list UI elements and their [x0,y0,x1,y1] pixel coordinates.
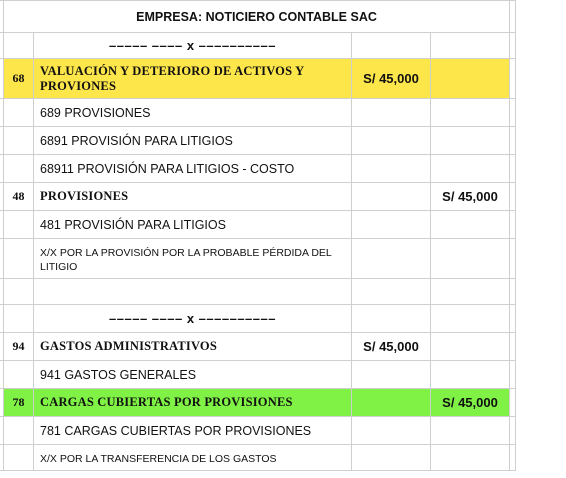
code-cell[interactable] [4,279,34,305]
account-name-cell[interactable] [34,183,352,211]
credit-cell[interactable] [431,279,510,305]
credit-cell[interactable] [431,211,510,239]
trailing-cell[interactable] [510,389,516,417]
code-cell[interactable] [4,33,34,59]
credit-cell[interactable] [431,389,510,417]
credit-cell[interactable] [431,361,510,389]
credit-cell[interactable] [431,445,510,471]
debit-cell[interactable] [352,183,431,211]
trailing-cell[interactable] [510,33,516,59]
credit-cell[interactable] [431,239,510,279]
account-code-cell[interactable] [4,333,34,361]
sheet-row [0,445,516,471]
credit-cell[interactable] [431,33,510,59]
sheet-row [0,183,516,211]
blank-cell[interactable] [34,279,352,305]
subaccount-name: 781 CARGAS CUBIERTAS POR PROVISIONES [40,423,312,438]
sheet-row [0,99,516,127]
sheet-row [0,59,516,99]
sheet-row [0,1,516,33]
credit-cell[interactable] [431,99,510,127]
code-cell[interactable] [4,127,34,155]
subaccount-cell[interactable] [34,211,352,239]
code-cell[interactable] [4,99,34,127]
subaccount-cell[interactable] [34,417,352,445]
debit-cell[interactable] [352,155,431,183]
account-code: 48 [12,189,25,203]
debit-cell[interactable] [352,59,431,99]
debit-cell[interactable] [352,127,431,155]
trailing-cell[interactable] [510,279,516,305]
account-name: PROVISIONES [40,189,129,203]
account-code: 94 [12,339,25,353]
trailing-cell[interactable] [510,333,516,361]
trailing-cell[interactable] [510,361,516,389]
account-code: 68 [12,71,25,85]
sheet-row [0,239,516,279]
account-name-cell[interactable] [34,389,352,417]
credit-cell[interactable] [431,183,510,211]
trailing-cell[interactable] [510,127,516,155]
debit-cell[interactable] [352,239,431,279]
credit-cell[interactable] [431,417,510,445]
debit-cell[interactable] [352,361,431,389]
entry-gloss: X/X POR LA TRANSFERENCIA DE LOS GASTOS [40,452,277,465]
credit-cell[interactable] [431,155,510,183]
subaccount-name: 6891 PROVISIÓN PARA LITIGIOS [40,133,233,148]
subaccount-cell[interactable] [34,155,352,183]
debit-cell[interactable] [352,389,431,417]
trailing-cell[interactable] [510,417,516,445]
trailing-cell[interactable] [510,211,516,239]
account-code-cell[interactable] [4,183,34,211]
debit-cell[interactable] [352,445,431,471]
sheet-row [0,33,516,59]
subaccount-name: 941 GASTOS GENERALES [40,367,197,382]
subaccount-name: 481 PROVISIÓN PARA LITIGIOS [40,217,226,232]
debit-amount: S/ 45,000 [363,339,419,354]
credit-cell[interactable] [431,305,510,333]
subaccount-name: 689 PROVISIONES [40,105,151,120]
credit-amount: S/ 45,000 [442,395,498,410]
trailing-cell[interactable] [510,1,516,33]
sheet-row [0,155,516,183]
entry-gloss: X/X POR LA PROVISIÓN POR LA PROBABLE PÉRDIDA DEL LITIGIO [40,246,332,273]
sheet-row [0,305,516,333]
account-name: GASTOS ADMINISTRATIVOS [40,339,218,353]
entry-separator: ––––– –––– x –––––––––– [109,311,276,326]
credit-amount: S/ 45,000 [442,189,498,204]
sheet-row [0,211,516,239]
trailing-cell[interactable] [510,445,516,471]
company-title-cell[interactable] [4,1,510,33]
gloss-cell[interactable] [34,239,352,279]
entry-separator: ––––– –––– x –––––––––– [109,38,276,53]
debit-cell[interactable] [352,333,431,361]
company-title: EMPRESA: NOTICIERO CONTABLE SAC [136,9,377,24]
code-cell[interactable] [4,445,34,471]
trailing-cell[interactable] [510,183,516,211]
trailing-cell[interactable] [510,99,516,127]
account-name-cell[interactable] [34,59,352,99]
debit-cell[interactable] [352,211,431,239]
subaccount-cell[interactable] [34,361,352,389]
credit-cell[interactable] [431,59,510,99]
code-cell[interactable] [4,361,34,389]
trailing-cell[interactable] [510,59,516,99]
trailing-cell[interactable] [510,305,516,333]
code-cell[interactable] [4,239,34,279]
sheet-row [0,279,516,305]
sheet-row [0,127,516,155]
sheet-row [0,333,516,361]
sheet-row [0,361,516,389]
credit-cell[interactable] [431,127,510,155]
subaccount-cell[interactable] [34,99,352,127]
trailing-cell[interactable] [510,239,516,279]
debit-cell[interactable] [352,33,431,59]
code-cell[interactable] [4,305,34,333]
sheet-row [0,389,516,417]
account-name: VALUACIÓN Y DETERIORO DE ACTIVOS Y PROVIONES [40,63,304,93]
debit-cell[interactable] [352,99,431,127]
separator-cell[interactable] [34,33,352,59]
code-cell[interactable] [4,417,34,445]
subaccount-cell[interactable] [34,127,352,155]
sheet-row [0,417,516,445]
account-name-cell[interactable] [34,333,352,361]
sheet-body [0,1,516,471]
credit-cell[interactable] [431,333,510,361]
debit-cell[interactable] [352,305,431,333]
code-cell[interactable] [4,155,34,183]
debit-cell[interactable] [352,417,431,445]
account-name: CARGAS CUBIERTAS POR PROVISIONES [40,395,293,409]
gloss-cell[interactable] [34,445,352,471]
account-code-cell[interactable] [4,59,34,99]
code-cell[interactable] [4,211,34,239]
debit-amount: S/ 45,000 [363,71,419,86]
account-code: 78 [12,395,25,409]
subaccount-name: 68911 PROVISIÓN PARA LITIGIOS - COSTO [40,161,295,176]
trailing-cell[interactable] [510,155,516,183]
account-code-cell[interactable] [4,389,34,417]
debit-cell[interactable] [352,279,431,305]
separator-cell[interactable] [34,305,352,333]
